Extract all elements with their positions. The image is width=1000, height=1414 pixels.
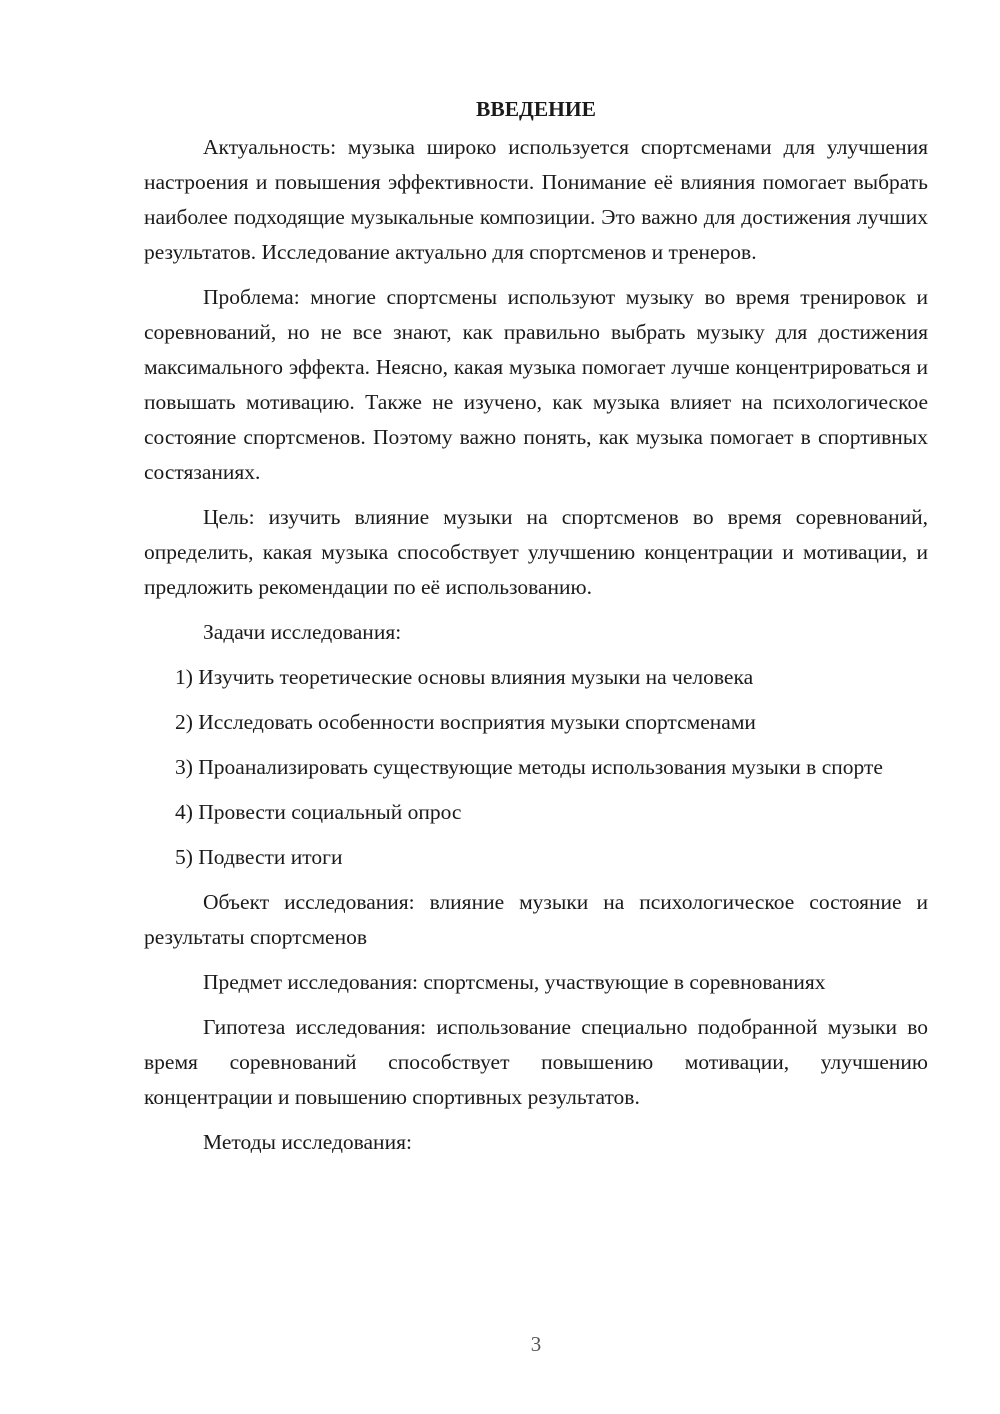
list-item: 3) Проанализировать существующие методы использования музыки в спорте xyxy=(175,755,883,779)
goal-paragraph: Цель: изучить влияние музыки на спортсменов во время соревнований, определить, какая музыка способствует улучшению концентрации и мотивации, и предложить рекомендации по её использованию. xyxy=(144,505,928,599)
document-page xyxy=(144,92,928,1170)
list-item: 2) Исследовать особенности восприятия музыки спортсменами xyxy=(175,710,756,734)
subject-paragraph: Предмет исследования: спортсмены, участвующие в соревнованиях xyxy=(203,970,826,994)
list-item: 5) Подвести итоги xyxy=(175,845,343,869)
hypothesis-paragraph: Гипотеза исследования: использование специально подобранной музыки во время соревнований способствует повышению мотивации, улучшению концентрации и повышению спортивных результатов. xyxy=(144,1015,928,1109)
relevance-paragraph: Актуальность: музыка широко используется спортсменами для улучшения настроения и повышения эффективности. Понимание её влияния помогает выбрать наиболее подходящие музыкальные композиции. Это важно для достижения лучших результатов. Исследование актуально для спортсменов и тренеров. xyxy=(144,135,928,264)
methods-heading: Методы исследования: xyxy=(203,1130,412,1154)
object-paragraph: Объект исследования: влияние музыки на психологическое состояние и результаты спортсменов xyxy=(144,890,928,949)
problem-paragraph: Проблема: многие спортсмены используют музыку во время тренировок и соревнований, но не все знают, как правильно выбрать музыку для достижения максимального эффекта. Неясно, какая музыка помогает лучше концентрироваться и повышать мотивацию. Также не изучено, как музыка влияет на психологическое состояние спортсменов. Поэтому важно понять, как музыка помогает в спортивных состязаниях. xyxy=(144,285,928,484)
list-item: 4) Провести социальный опрос xyxy=(175,800,462,824)
list-item: 1) Изучить теоретические основы влияния музыки на человека xyxy=(175,665,754,689)
section-heading: ВВЕДЕНИЕ xyxy=(476,97,596,121)
page-number: 3 xyxy=(530,1332,542,1356)
tasks-heading: Задачи исследования: xyxy=(203,620,402,644)
